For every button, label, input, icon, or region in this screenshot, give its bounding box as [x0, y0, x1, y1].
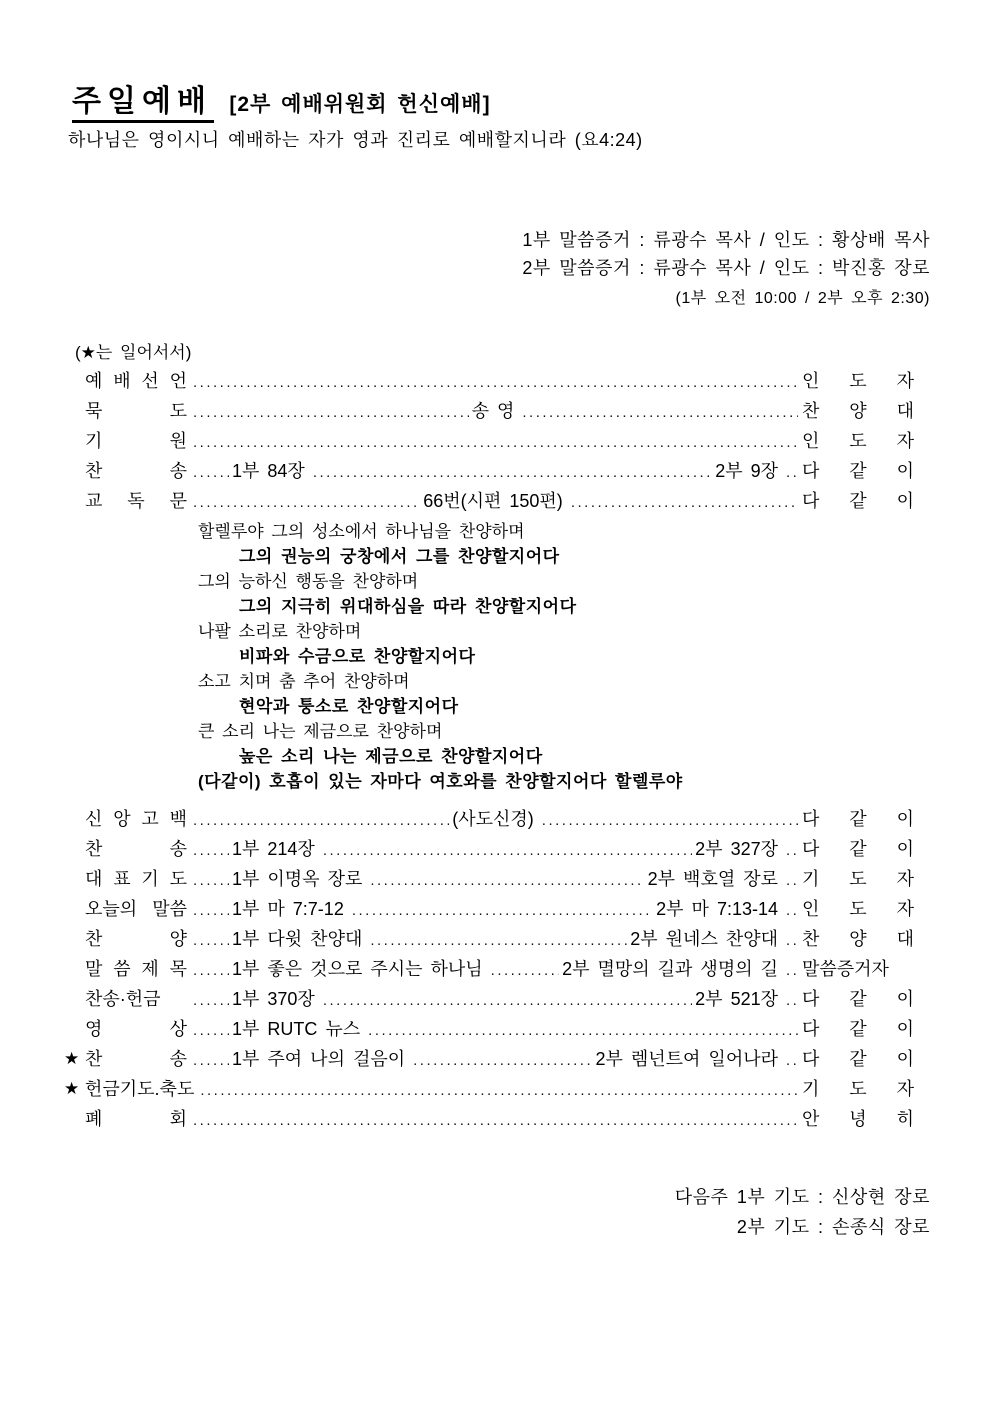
- order-row: [85, 366, 914, 396]
- leader-dots: [193, 986, 229, 1016]
- order-item-leader: [187, 1014, 798, 1046]
- order-item-label: 폐 회: [85, 1109, 187, 1129]
- order-item-leader: [187, 864, 798, 896]
- order-row: [64, 1044, 914, 1074]
- order-item-leader: [187, 428, 798, 458]
- order-item-part2: 2부 마 7:13-14: [656, 899, 778, 919]
- leader-dots: [193, 956, 229, 986]
- leader-dots: [352, 896, 653, 926]
- order-item-right: 다 같 이: [802, 491, 914, 511]
- order-part1-group: [193, 954, 559, 986]
- order-item-leader: [187, 1044, 798, 1076]
- order-row: [85, 396, 914, 426]
- next-week-prayer-2: 2부 기도 : 손종식 장로: [736, 1217, 930, 1237]
- order-item-right: 말씀증거자: [802, 959, 889, 979]
- order-item-right: 기 도 자: [802, 869, 914, 889]
- order-item-label: 말 씀 제 목: [85, 959, 187, 979]
- order-row: [85, 834, 914, 864]
- title-line: [72, 84, 930, 124]
- order-item-right: 다 같 이: [802, 839, 914, 859]
- leader-dots: [193, 806, 449, 836]
- order-item-leader: [187, 924, 798, 956]
- order-row: [85, 984, 914, 1014]
- order-item-label: 오늘의 말씀: [85, 899, 187, 919]
- order-item-leader: [187, 396, 798, 428]
- order-item-label: 찬 양: [85, 929, 187, 949]
- standing-note: (★는 일어서서): [75, 343, 192, 362]
- order-item-label: 찬 송: [85, 839, 187, 859]
- order-item-label: 묵 도: [85, 401, 187, 421]
- leader-dots: [786, 836, 798, 866]
- leader-dots: [193, 866, 229, 896]
- leader-dots: [193, 1016, 229, 1046]
- order-item-leader: [194, 1076, 798, 1106]
- order-item-right: 다 같 이: [802, 809, 914, 829]
- star-icon: ★: [64, 1079, 80, 1098]
- leader-dots: [193, 926, 229, 956]
- speaker-info: [65, 226, 930, 310]
- leader-dots: [193, 1046, 229, 1076]
- order-item-label: 신 앙 고 백: [85, 809, 187, 829]
- page-title: 주일예배: [72, 84, 214, 123]
- leader-dots: [370, 866, 644, 896]
- next-week-info: [65, 1182, 930, 1242]
- leader-dots: [786, 986, 798, 1016]
- order-item-center: 66번(시편 150편): [423, 491, 563, 511]
- order-item-right: 다 같 이: [802, 989, 914, 1009]
- star-icon: ★: [64, 1049, 80, 1068]
- title-tag: [2부 예배위원회 헌신예배]: [229, 93, 491, 116]
- leader-dots: [193, 488, 420, 518]
- leader-dots: [370, 926, 627, 956]
- leader-dots: [193, 836, 229, 866]
- order-item-leader: [187, 486, 798, 518]
- order-item-right: 인 도 자: [802, 431, 914, 451]
- leader-dots: [368, 1016, 798, 1046]
- order-row: [85, 894, 914, 924]
- order-row: [85, 1104, 914, 1134]
- order-item-label: 예 배 선 언: [85, 371, 187, 391]
- leader-dots: [193, 458, 229, 488]
- order-item-right: 찬 양 대: [802, 401, 914, 421]
- scripture-line: 현악과 퉁소로 찬양할지어다: [239, 697, 459, 716]
- leader-dots: [200, 1076, 798, 1106]
- leader-dots: [193, 428, 798, 458]
- order-item-part2: 2부 멸망의 길과 생명의 길: [562, 959, 778, 979]
- leader-dots: [522, 398, 798, 428]
- order-item-label: 영 상: [85, 1019, 187, 1039]
- order-item-part1: 1부 주여 나의 걸음이: [232, 1049, 406, 1069]
- order-item-part1: 1부 마 7:7-12: [232, 899, 344, 919]
- order-row: [85, 804, 914, 834]
- scripture-line: 그의 권능의 궁창에서 그를 찬양할지어다: [239, 547, 560, 566]
- order-item-label: 기 원: [85, 431, 187, 451]
- order-part1-group: [193, 984, 692, 1016]
- order-item-leader: [187, 894, 798, 926]
- leader-dots: [786, 1046, 798, 1076]
- order-item-part2: 2부 백호열 장로: [647, 869, 778, 889]
- leader-dots: [323, 986, 692, 1016]
- responsive-reading: [198, 519, 930, 794]
- order-item-part2: 2부 521장: [695, 989, 778, 1009]
- leader-dots: [193, 368, 798, 398]
- leader-dots: [193, 1106, 798, 1136]
- leader-dots: [193, 398, 469, 428]
- order-item-part2: 2부 327장: [695, 839, 778, 859]
- scripture-line: 높은 소리 나는 제금으로 찬양할지어다: [239, 747, 543, 766]
- scripture-line: 나팔 소리로 찬양하며: [198, 622, 362, 641]
- service-time: (1부 오전 10:00 / 2부 오후 2:30): [675, 290, 930, 307]
- order-part1-group: [193, 924, 627, 956]
- order-row: [85, 456, 914, 486]
- order-part1-group: [193, 894, 653, 926]
- order-part1-group: [193, 456, 712, 488]
- order-item-leader: [187, 834, 798, 866]
- order-item-label: 찬송·헌금: [85, 989, 161, 1009]
- order-item-leader: [187, 368, 798, 398]
- next-week-prayer-1: 다음주 1부 기도 : 신상현 장로: [674, 1187, 930, 1207]
- order-row: [64, 1074, 914, 1104]
- order-item-part1: 1부 370장: [232, 989, 315, 1009]
- leader-dots: [413, 1046, 592, 1076]
- order-item-right: 인 도 자: [802, 899, 914, 919]
- order-of-worship-part1: [65, 366, 930, 516]
- scripture-line: (다같이) 호흡이 있는 자마다 여호와를 찬양할지어다 할렐루야: [198, 772, 683, 791]
- order-item-label: 교 독 문: [85, 491, 187, 511]
- scripture-line: 그의 능하신 행동을 찬양하며: [198, 572, 419, 591]
- order-item-right: 다 같 이: [802, 461, 914, 481]
- order-row: [85, 1014, 914, 1044]
- order-item-center: 송 영: [471, 401, 515, 421]
- order-item-center: (사도신경): [452, 809, 534, 829]
- leader-dots: [313, 458, 712, 488]
- order-item-part1: 1부 좋은 것으로 주시는 하나님: [232, 959, 483, 979]
- leader-dots: [323, 836, 692, 866]
- leader-dots: [193, 896, 229, 926]
- order-item-leader: [187, 804, 798, 836]
- order-item-part1: 1부 84장: [232, 461, 305, 481]
- order-item-right: 기 도 자: [802, 1079, 914, 1099]
- scripture-line: 할렐루야 그의 성소에서 하나님을 찬양하며: [198, 522, 525, 541]
- order-part1-group: [193, 834, 692, 866]
- scripture-line: 큰 소리 나는 제금으로 찬양하며: [198, 722, 443, 741]
- scripture-line: 소고 치며 춤 추어 찬양하며: [198, 672, 410, 691]
- order-item-part2: 2부 9장: [715, 461, 778, 481]
- order-item-right: 인 도 자: [802, 371, 914, 391]
- order-part1-group: [193, 864, 645, 896]
- leader-dots: [542, 806, 798, 836]
- order-item-part1: 1부 214장: [232, 839, 315, 859]
- order-of-worship-part2: [65, 804, 930, 1134]
- order-row: [85, 924, 914, 954]
- speaker-info-line-1: 1부 말씀증거 : 류광수 목사 / 인도 : 황상배 목사: [522, 230, 930, 250]
- order-row: [85, 426, 914, 456]
- order-row: [85, 954, 914, 984]
- speaker-info-line-2: 2부 말씀증거 : 류광수 목사 / 인도 : 박진홍 장로: [522, 258, 930, 278]
- order-item-leader: [187, 984, 798, 1016]
- order-part1-group: [193, 1044, 592, 1076]
- order-row: [85, 486, 914, 516]
- order-item-label: 찬 송: [85, 1049, 187, 1069]
- order-item-right: 다 같 이: [802, 1049, 914, 1069]
- order-item-leader: [187, 456, 798, 488]
- order-item-part1: 1부 다윗 찬양대: [232, 929, 363, 949]
- order-item-leader: [187, 1106, 798, 1136]
- leader-dots: [786, 866, 798, 896]
- leader-dots: [786, 956, 798, 986]
- scripture-line: 그의 지극히 위대하심을 따라 찬양할지어다: [239, 597, 577, 616]
- leader-dots: [786, 896, 798, 926]
- order-item-label: 찬 송: [85, 461, 187, 481]
- order-item-right: 다 같 이: [802, 1019, 914, 1039]
- order-item-part1: 1부 RUTC 뉴스: [232, 1019, 361, 1039]
- scripture-line: 비파와 수금으로 찬양할지어다: [239, 647, 476, 666]
- order-item-part2: 2부 원네스 찬양대: [630, 929, 778, 949]
- leader-dots: [786, 458, 798, 488]
- order-item-right: 안 녕 히: [802, 1109, 914, 1129]
- leader-dots: [786, 926, 798, 956]
- order-item-leader: [187, 954, 798, 986]
- order-item-right: 찬 양 대: [802, 929, 914, 949]
- order-item-part2: 2부 렘넌트여 일어나라: [595, 1049, 778, 1069]
- order-item-label: 대 표 기 도: [85, 869, 187, 889]
- order-item-label: 헌금기도.축도: [85, 1079, 195, 1099]
- leader-dots: [491, 956, 559, 986]
- leader-dots: [571, 488, 798, 518]
- order-item-part1: 1부 이명옥 장로: [232, 869, 363, 889]
- order-row: [85, 864, 914, 894]
- subtitle-verse: 하나님은 영이시니 예배하는 자가 영과 진리로 예배할지니라 (요4:24): [68, 130, 643, 150]
